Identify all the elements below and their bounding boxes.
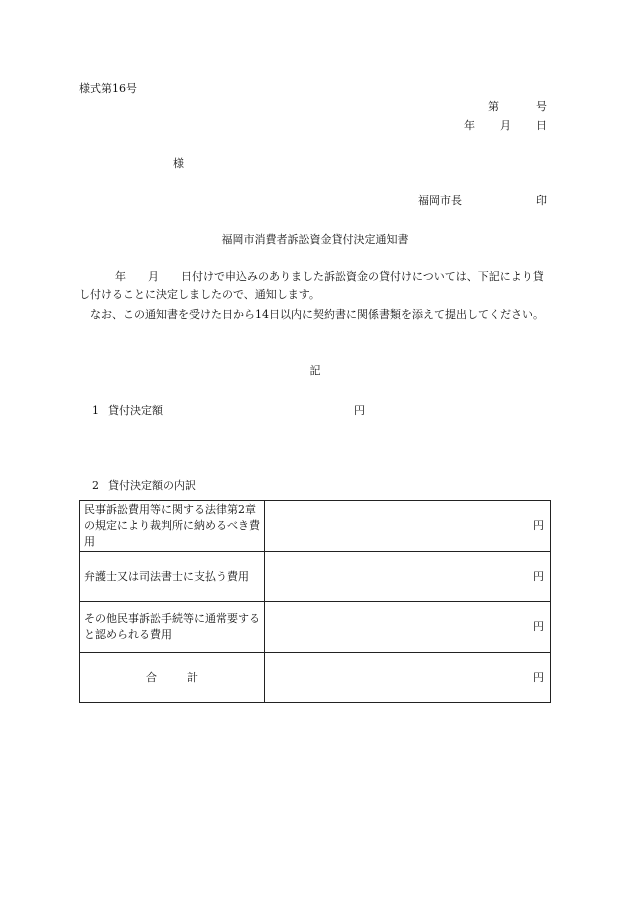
section1-label: 貸付決定額 — [108, 404, 163, 417]
row-label: 民事訴訟費用等に関する法律第2章の規定により裁判所に納めるべき費用 — [80, 501, 265, 552]
p1-month: 月 — [148, 270, 159, 283]
total-label-char1: 合 — [146, 670, 157, 684]
row-amount-unit: 円 — [265, 552, 551, 602]
section1-number: 1 — [92, 404, 99, 417]
ki-heading: 記 — [309, 364, 321, 377]
total-amount-unit: 円 — [265, 653, 551, 703]
section1-unit: 円 — [354, 404, 365, 417]
doc-number-prefix: 第 — [488, 100, 499, 113]
p1-text: 日付けで申込みのありました訴訟資金の貸付けについては、下記により貸し付けることに決定しましたので、通知します。 — [79, 270, 544, 301]
form-number: 様式第16号 — [79, 82, 137, 95]
row-amount-unit: 円 — [265, 501, 551, 552]
date-day: 日 — [536, 119, 547, 132]
date-year: 年 — [464, 119, 475, 132]
body-paragraph-2: なお、この通知書を受けた日から14日以内に契約書に関係書類を添えて提出してください。 — [90, 308, 544, 321]
p1-year: 年 — [115, 270, 126, 283]
section2-number: 2 — [92, 479, 99, 492]
document-title: 福岡市消費者訴訟資金貸付決定通知書 — [221, 233, 409, 246]
table-row — [80, 552, 551, 602]
total-label — [80, 653, 265, 703]
doc-number-suffix: 号 — [536, 100, 547, 113]
addressee-honorific: 様 — [173, 157, 184, 170]
table-row — [80, 602, 551, 653]
row-label: 弁護士又は司法書士に支払う費用 — [80, 552, 265, 602]
section2-label: 貸付決定額の内訳 — [108, 479, 196, 492]
row-label: その他民事訴訟手続等に通常要すると認められる費用 — [80, 602, 265, 653]
body-paragraph-1 — [79, 268, 551, 304]
total-row — [80, 653, 551, 703]
breakdown-table — [79, 500, 551, 703]
seal-mark: 印 — [536, 194, 547, 207]
row-amount-unit: 円 — [265, 602, 551, 653]
sender-title: 福岡市長 — [418, 194, 462, 207]
table-row — [80, 501, 551, 552]
date-month: 月 — [500, 119, 511, 132]
total-label-char2: 計 — [187, 670, 198, 684]
